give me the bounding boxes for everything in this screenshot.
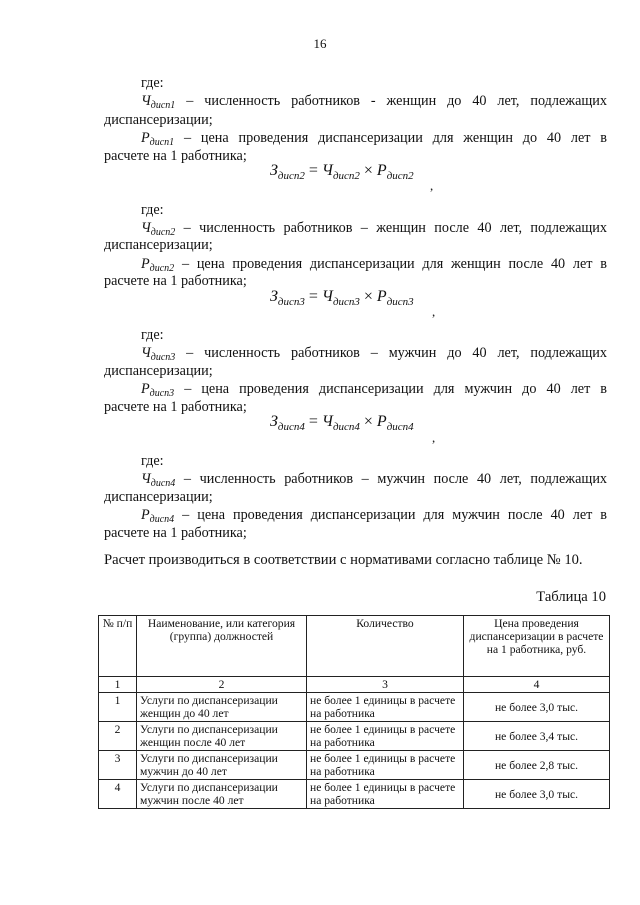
table-caption: Таблица 10	[536, 589, 606, 605]
variable-definition-cont: расчете на 1 работника;	[104, 399, 247, 415]
quantity: не более 1 единицы в расчете на работника	[307, 722, 464, 751]
variable-definition-cont: расчете на 1 работника;	[104, 148, 247, 164]
variable-definition: $Ч_{дисп3}$ – численность работников – мужчин до 40 лет, подлежащих	[141, 345, 607, 363]
norms-table	[98, 615, 610, 809]
variable-definition: $Р_{дисп4}$ – цена проведения диспансеризации для мужчин после 40 лет в	[141, 507, 607, 525]
variable-definition: $Ч_{дисп1}$ – численность работников - женщин до 40 лет, подлежащих	[141, 93, 607, 111]
service-name: Услуги по диспансеризации мужчин до 40 лет	[137, 751, 307, 780]
variable-definition-cont: диспансеризации;	[104, 112, 213, 128]
column-number-row	[99, 677, 610, 693]
service-name: Услуги по диспансеризации мужчин после 40 лет	[137, 780, 307, 809]
price: не более 3,4 тыс.	[464, 722, 610, 751]
table-row	[99, 751, 610, 780]
row-number: 3	[99, 751, 137, 780]
table-header-row	[99, 616, 610, 677]
table-row	[99, 722, 610, 751]
header-cell: Количество	[307, 616, 464, 677]
variable-definition-cont: диспансеризации;	[104, 237, 213, 253]
calculation-note: Расчет производиться в соответствии с нормативами согласно таблице № 10.	[104, 552, 583, 568]
quantity: не более 1 единицы в расчете на работника	[307, 693, 464, 722]
column-number: 3	[307, 677, 464, 693]
formula-comma: ,	[430, 178, 434, 193]
price: не более 3,0 тыс.	[464, 780, 610, 809]
formula: $З_{дисп2} = Ч_{дисп2} \times Р_{дисп2}$	[270, 162, 414, 182]
price: не более 2,8 тыс.	[464, 751, 610, 780]
column-number: 2	[137, 677, 307, 693]
header-cell: Цена проведения диспансеризации в расчете на 1 работника, руб.	[464, 616, 610, 677]
variable-definition-cont: диспансеризации;	[104, 363, 213, 379]
where-label: где:	[141, 75, 164, 91]
header-cell: № п/п	[99, 616, 137, 677]
row-number: 2	[99, 722, 137, 751]
table-row	[99, 693, 610, 722]
where-label: где:	[141, 453, 164, 469]
service-name: Услуги по диспансеризации женщин после 40 лет	[137, 722, 307, 751]
formula-comma: ,	[432, 304, 436, 319]
header-cell: Наименование, или категория (группа) должностей	[137, 616, 307, 677]
variable-definition: $Ч_{дисп2}$ – численность работников – женщин после 40 лет, подлежащих	[141, 220, 607, 238]
variable-definition: $Р_{дисп1}$ – цена проведения диспансеризации для женщин до 40 лет в	[141, 130, 607, 148]
variable-definition-cont: диспансеризации;	[104, 489, 213, 505]
variable-definition: $Р_{дисп2}$ – цена проведения диспансеризации для женщин после 40 лет в	[141, 256, 607, 274]
column-number: 4	[464, 677, 610, 693]
variable-definition: $Р_{дисп3}$ – цена проведения диспансеризации для мужчин до 40 лет в	[141, 381, 607, 399]
column-number: 1	[99, 677, 137, 693]
variable-definition: $Ч_{дисп4}$ – численность работников – мужчин после 40 лет, подлежащих	[141, 471, 607, 489]
row-number: 1	[99, 693, 137, 722]
table-row	[99, 780, 610, 809]
formula: $З_{дисп3} = Ч_{дисп3} \times Р_{дисп3}$	[270, 288, 414, 308]
variable-definition-cont: расчете на 1 работника;	[104, 273, 247, 289]
where-label: где:	[141, 202, 164, 218]
price: не более 3,0 тыс.	[464, 693, 610, 722]
page-number: 16	[313, 36, 327, 51]
formula: $З_{дисп4} = Ч_{дисп4} \times Р_{дисп4}$	[270, 413, 414, 433]
variable-definition-cont: расчете на 1 работника;	[104, 525, 247, 541]
formula-comma: ,	[432, 430, 436, 445]
quantity: не более 1 единицы в расчете на работника	[307, 751, 464, 780]
quantity: не более 1 единицы в расчете на работника	[307, 780, 464, 809]
service-name: Услуги по диспансеризации женщин до 40 лет	[137, 693, 307, 722]
row-number: 4	[99, 780, 137, 809]
where-label: где:	[141, 327, 164, 343]
